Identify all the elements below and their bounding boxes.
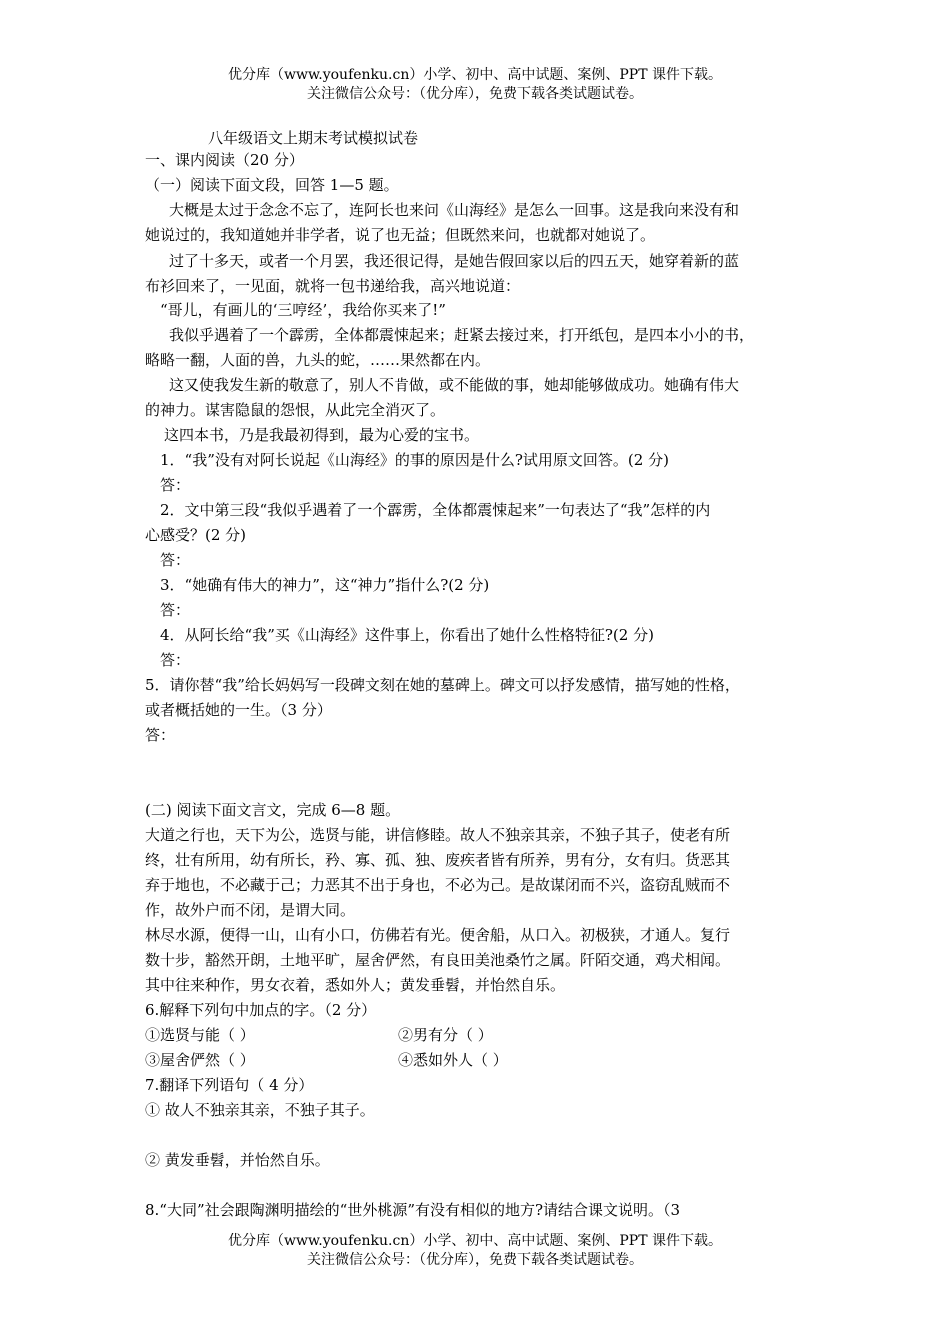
section-1-heading: 一、课内阅读（20 分）	[145, 151, 304, 169]
paragraph-5-line: 这又使我发生新的敬意了，别人不肯做，或不能做的事，她却能够做成功。她确有伟大	[169, 376, 740, 394]
question-1: 1．“我”没有对阿长说起《山海经》的事的原因是什么?试用原文回答。(2 分)	[160, 451, 669, 469]
answer-label: 答：	[160, 551, 191, 569]
question-6-item: ③屋舍俨然（ ）	[145, 1051, 255, 1069]
part-1-intro: （一）阅读下面文段，回答 1—5 题。	[145, 176, 399, 194]
header-line-2: 关注微信公众号：（优分库），免费下载各类试题试卷。	[307, 86, 643, 102]
question-8: 8.“大同”社会跟陶渊明描绘的“世外桃源”有没有相似的地方?请结合课文说明。（3	[145, 1201, 681, 1219]
footer-line-1: 优分库（www.youfenku.cn）小学、初中、高中试题、案例、PPT 课件下载。	[227, 1233, 722, 1249]
paragraph-2-line: 过了十多天，或者一个月罢，我还很记得，是她告假回家以后的四五天，她穿着新的蓝	[169, 252, 740, 270]
page-title: 八年级语文上期末考试模拟试卷	[208, 129, 419, 147]
classical-text-1-line: 终，壮有所用，幼有所长，矜、寡、孤、独、废疾者皆有所养，男有分，女有归。货恶其	[145, 851, 731, 869]
question-4: 4．从阿长给“我”买《山海经》这件事上，你看出了她什么性格特征?(2 分)	[160, 626, 654, 644]
question-7-item: ① 故人不独亲其亲，不独子其子。	[145, 1101, 375, 1119]
classical-text-2-line: 数十步，豁然开朗，土地平旷，屋舍俨然，有良田美池桑竹之属。阡陌交通，鸡犬相闻。	[145, 951, 731, 969]
question-6-item: ④悉如外人（ ）	[398, 1051, 508, 1069]
question-2-line: 心感受？(2 分)	[145, 526, 247, 544]
answer-label: 答：	[145, 726, 176, 744]
header-line-1: 优分库（www.youfenku.cn）小学、初中、高中试题、案例、PPT 课件下载。	[227, 67, 722, 83]
question-7: 7.翻译下列语句（ 4 分）	[145, 1076, 314, 1094]
question-3: 3．“她确有伟大的神力”，这“神力”指什么?(2 分)	[160, 576, 490, 594]
classical-text-1-line: 作，故外户而不闭，是谓大同。	[145, 901, 356, 919]
question-2-line: 2．文中第三段“我似乎遇着了一个霹雳，全体都震悚起来”一句表达了“我”怎样的内	[160, 501, 711, 519]
paragraph-1-line: 大概是太过于念念不忘了，连阿长也来问《山海经》是怎么一回事。这是我向来没有和	[169, 201, 740, 219]
answer-label: 答：	[160, 601, 191, 619]
classical-text-2-line: 林尽水源，便得一山，山有小口，仿佛若有光。便舍船，从口入。初极狭，才通人。复行	[145, 926, 731, 944]
answer-label: 答：	[160, 651, 191, 669]
paragraph-1-line: 她说过的，我知道她并非学者，说了也无益；但既然来问，也就都对她说了。	[145, 226, 656, 244]
question-5-line: 或者概括她的一生。（3 分）	[145, 701, 332, 719]
question-6: 6.解释下列句中加点的字。（2 分）	[145, 1001, 377, 1019]
paragraph-4-line: 略略一翻，人面的兽，九头的蛇，……果然都在内。	[145, 351, 491, 369]
question-7-item: ② 黄发垂髫，并怡然自乐。	[145, 1151, 330, 1169]
classical-text-2-line: 其中往来种作，男女衣着，悉如外人；黄发垂髫，并怡然自乐。	[145, 976, 566, 994]
part-2-intro: (二) 阅读下面文言文，完成 6—8 题。	[145, 801, 401, 819]
paragraph-6: 这四本书，乃是我最初得到，最为心爱的宝书。	[164, 426, 480, 444]
question-6-item: ②男有分（ ）	[398, 1026, 493, 1044]
paragraph-3: “哥儿，有画儿的‘三哼经’，我给你买来了!”	[160, 301, 446, 319]
question-5-line: 5．请你替“我”给长妈妈写一段碑文刻在她的墓碑上。碑文可以抒发感情，描写她的性格，	[145, 676, 740, 694]
question-6-item: ①选贤与能（ ）	[145, 1026, 255, 1044]
classical-text-1-line: 大道之行也，天下为公，选贤与能，讲信修睦。故人不独亲其亲，不独子其子，使老有所	[145, 826, 731, 844]
footer-line-2: 关注微信公众号：（优分库），免费下载各类试题试卷。	[307, 1252, 643, 1268]
paragraph-5-line: 的神力。谋害隐鼠的怨恨，从此完全消灭了。	[145, 401, 446, 419]
classical-text-1-line: 弃于地也，不必藏于己；力恶其不出于身也，不必为己。是故谋闭而不兴，盗窃乱贼而不	[145, 876, 731, 894]
paragraph-4-line: 我似乎遇着了一个霹雳，全体都震悚起来；赶紧去接过来，打开纸包，是四本小小的书，	[169, 326, 755, 344]
answer-label: 答：	[160, 476, 191, 494]
paragraph-2-line: 布衫回来了，一见面，就将一包书递给我，高兴地说道：	[145, 277, 521, 295]
